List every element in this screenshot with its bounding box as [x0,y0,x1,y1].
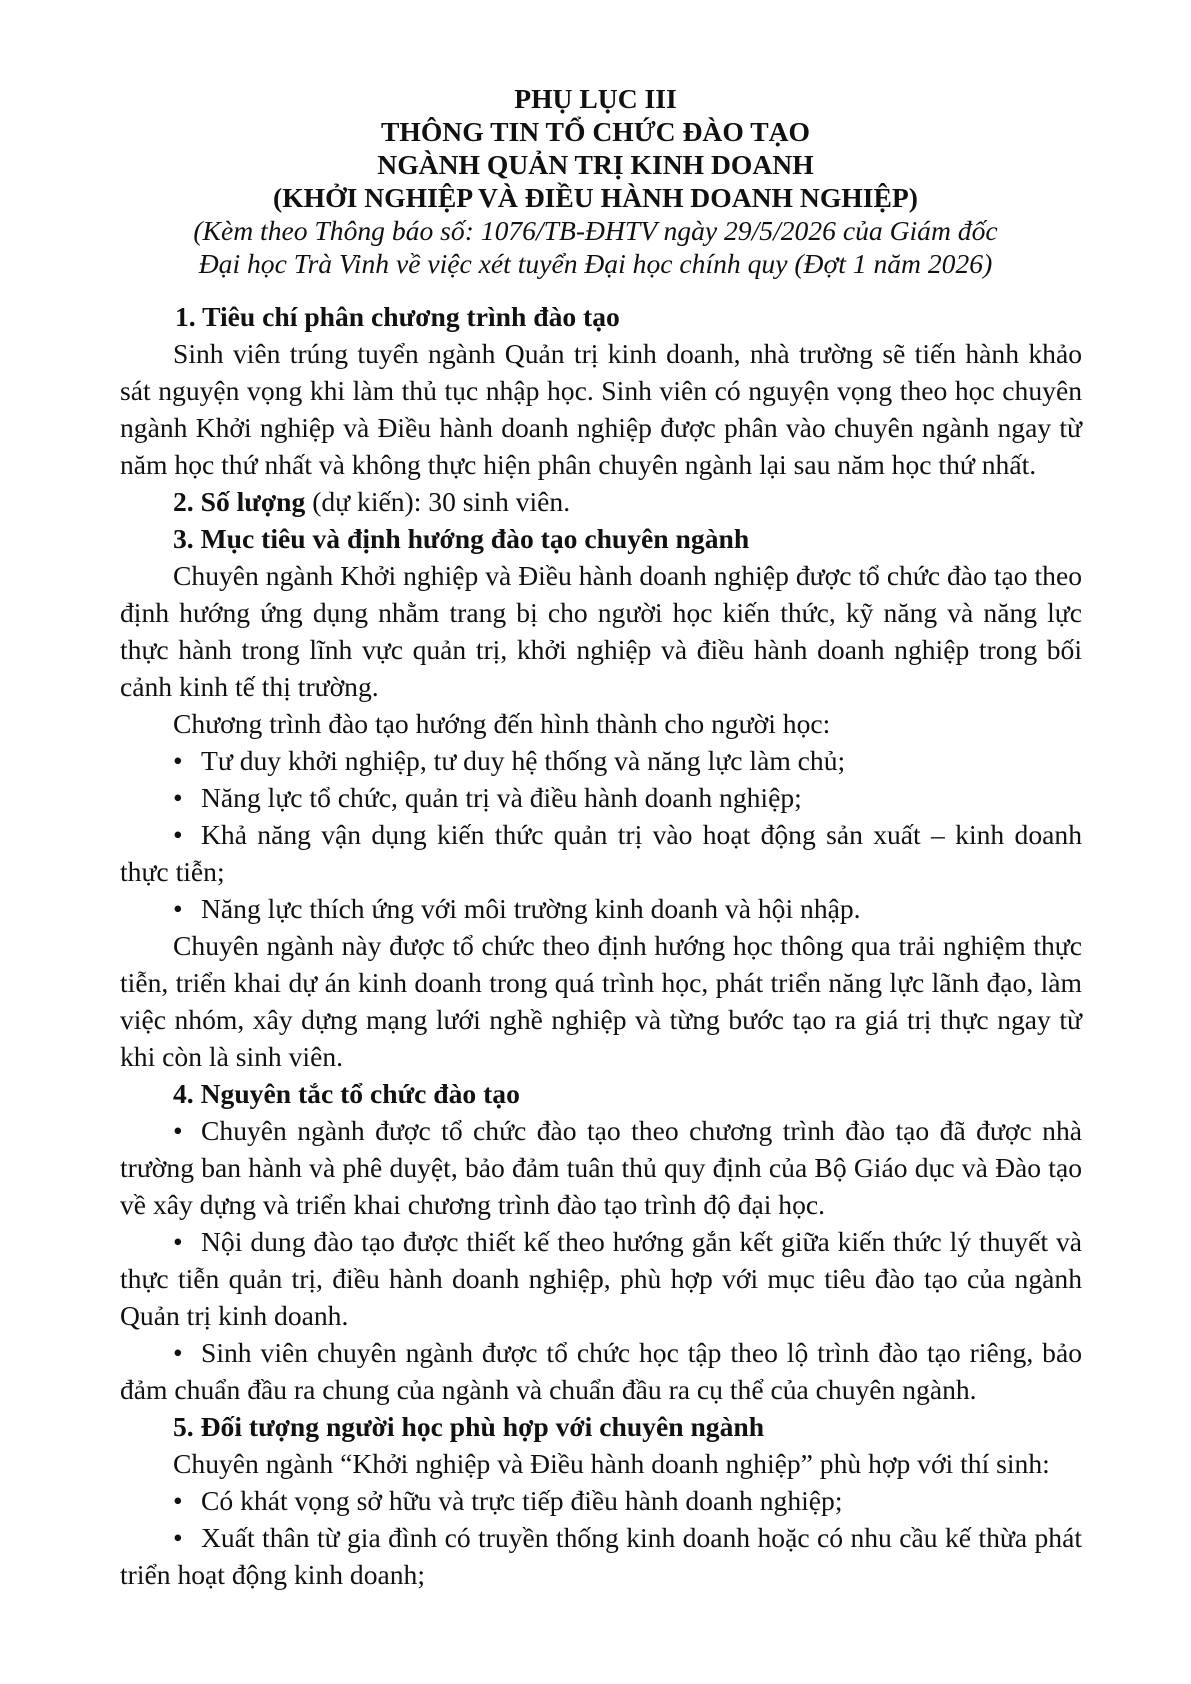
section-3-paragraph-2: Chương trình đào tạo hướng đến hình thành cho người học: [173,708,831,739]
section-3-paragraph-3: Chuyên ngành này được tổ chức theo định hướng học thông qua trải nghiệm thực tiễn, triển khai dự án kinh doanh trong quá trình học, phát triển năng lực lãnh đạo, làm việc nhóm, xây dựng mạng lưới nghề nghiệp và từng bước tạo ra giá trị thực ngay từ khi còn là sinh viên. [120,930,1082,1072]
section-3-bullet: • Năng lực tổ chức, quản trị và điều hành doanh nghiệp; [120,779,1082,816]
section-3-title: 3. Mục tiêu và định hướng đào tạo chuyên ngành [173,523,750,554]
bullet-icon: • [173,819,183,850]
bullet-icon: • [173,782,183,813]
bullet-icon: • [173,1226,183,1257]
header-note-1: (Kèm theo Thông báo số: 1076/TB-ĐHTV ngày 29/5/2026 của Giám đốc [193,215,998,246]
section-4-bullet: • Nội dung đào tạo được thiết kế theo hướng gắn kết giữa kiến thức lý thuyết và thực tiễn quản trị, điều hành doanh nghiệp, phù hợp với mục tiêu đào tạo của ngành Quản trị kinh doanh. [120,1223,1082,1334]
document-header [0,82,1191,280]
section-5-paragraph: Chuyên ngành “Khởi nghiệp và Điều hành doanh nghiệp” phù hợp với thí sinh: [173,1448,1050,1479]
section-3-bullet: • Tư duy khởi nghiệp, tư duy hệ thống và năng lực làm chủ; [120,742,1082,779]
bullet-icon: • [173,1337,183,1368]
section-4-bullet: • Chuyên ngành được tổ chức đào tạo theo chương trình đào tạo đã được nhà trường ban hành và phê duyệt, bảo đảm tuân thủ quy định của Bộ Giáo dục và Đào tạo về xây dựng và triển khai chương trình đào tạo trình độ đại học. [120,1112,1082,1223]
bullet-icon: • [173,745,183,776]
section-2-text: (dự kiến): 30 sinh viên. [305,486,571,517]
section-5-bullet: • Xuất thân từ gia đình có truyền thống kinh doanh hoặc có nhu cầu kế thừa phát triển hoạt động kinh doanh; [120,1519,1082,1593]
section-3-bullet: • Khả năng vận dụng kiến thức quản trị vào hoạt động sản xuất – kinh doanh thực tiễn; [120,816,1082,890]
section-4-bullet: • Sinh viên chuyên ngành được tổ chức học tập theo lộ trình đào tạo riêng, bảo đảm chuẩn đầu ra chung của ngành và chuẩn đầu ra cụ thể của chuyên ngành. [120,1334,1082,1408]
section-5-title: 5. Đối tượng người học phù hợp với chuyên ngành [173,1411,765,1442]
header-line-3: NGÀNH QUẢN TRỊ KINH DOANH [377,149,814,180]
bullet-icon: • [173,1115,183,1146]
header-line-4: (KHỞI NGHIỆP VÀ ĐIỀU HÀNH DOANH NGHIỆP) [273,182,918,213]
header-line-2: THÔNG TIN TỔ CHỨC ĐÀO TẠO [380,116,811,147]
section-4-title: 4. Nguyên tắc tổ chức đào tạo [173,1078,520,1109]
bullet-icon: • [173,1485,183,1516]
bullet-icon: • [173,1522,183,1553]
section-5-bullet: • Có khát vọng sở hữu và trực tiếp điều hành doanh nghiệp; [120,1482,1082,1519]
section-2-title: 2. Số lượng [173,486,306,517]
section-3-bullet: • Năng lực thích ứng với môi trường kinh doanh và hội nhập. [120,890,1082,927]
section-3-paragraph-1: Chuyên ngành Khởi nghiệp và Điều hành doanh nghiệp được tổ chức đào tạo theo định hướng ứng dụng nhằm trang bị cho người học kiến thức, kỹ năng và năng lực thực hành trong lĩnh vực quản trị, khởi nghiệp và điều hành doanh nghiệp trong bối cảnh kinh tế thị trường. [120,560,1082,702]
section-1-paragraph: Sinh viên trúng tuyển ngành Quản trị kinh doanh, nhà trường sẽ tiến hành khảo sát nguyện vọng khi làm thủ tục nhập học. Sinh viên có nguyện vọng theo học chuyên ngành Khởi nghiệp và Điều hành doanh nghiệp được phân vào chuyên ngành ngay từ năm học thứ nhất và không thực hiện phân chuyên ngành lại sau năm học thứ nhất. [120,338,1082,480]
appendix-title: PHỤ LỤC III [514,83,677,114]
document-body [120,298,1082,1593]
section-2-line [120,483,1082,520]
section-1-title: 1. Tiêu chí phân chương trình đào tạo [175,301,620,332]
header-note-2: Đại học Trà Vinh về việc xét tuyển Đại học chính quy (Đợt 1 năm 2026) [198,248,993,279]
bullet-icon: • [173,893,183,924]
